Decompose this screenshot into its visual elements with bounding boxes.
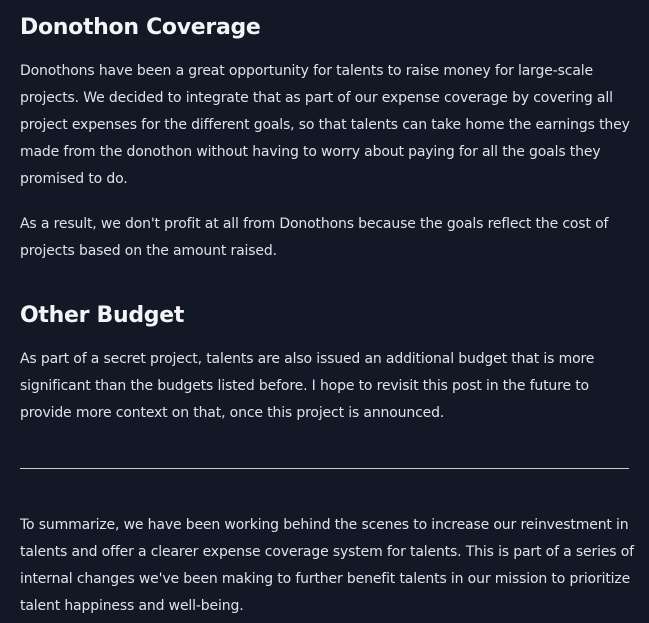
section-heading-other-budget: Other Budget [20, 303, 185, 328]
paragraph-summary: To summarize, we have been working behind the scenes to increase our reinvestment in talents and offer a clearer expense coverage system for talents. This is part of a series of internal changes we've been making to further benefit talents in our mission to prioritize talent happiness and well-being. [20, 517, 634, 614]
section-heading-donothon-coverage: Donothon Coverage [20, 15, 261, 40]
paragraph-donothon-result: As a result, we don't profit at all from Donothons because the goals reflect the cost of projects based on the amount raised. [20, 216, 609, 259]
paragraph-donothon-coverage: Donothons have been a great opportunity for talents to raise money for large-scale projects. We decided to integrate that as part of our expense coverage by covering all project expenses for the different goals, so that talents can take home the earnings they made from the donothon without having to worry about paying for all the goals they promised to do. [20, 63, 630, 187]
paragraph-other-budget: As part of a secret project, talents are also issued an additional budget that is more significant than the budgets listed before. I hope to revisit this post in the future to provide more context on that, once this project is announced. [20, 351, 595, 421]
horizontal-divider [20, 468, 629, 469]
